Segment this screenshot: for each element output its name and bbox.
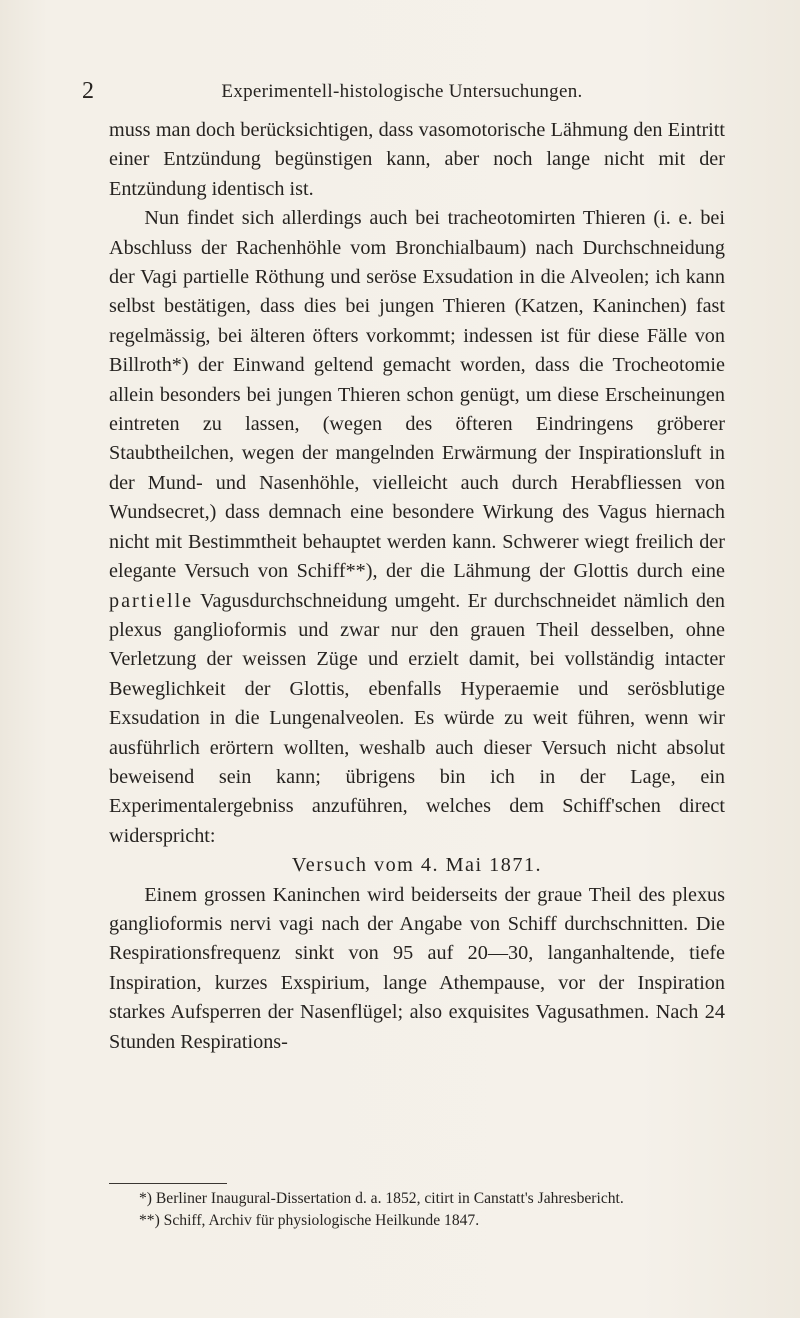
paragraph-text: Nun findet sich allerdings auch bei tracheotomirten Thieren (i. e. bei Abschluss der Rachenhöhle vom Bronchialbaum) nach Durchschneidung der Vagi partielle Röthung und seröse Exsudation in die Alveolen; ich kann selbst bestätigen, dass dies bei jungen Thieren (Katzen, Kaninchen) fast regelmässig, bei älteren öfters vorkommt; indessen ist für diese Fälle von Billroth*) der Einwand geltend gemacht worden, dass die Trocheotomie allein besonders bei jungen Thieren schon genügt, um diese Erscheinungen eintreten zu lassen, (wegen des öfteren Eindringens gröberer Staubtheilchen, wegen der mangelnden Erwärmung der Inspirationsluft in der Mund- und Nasenhöhle, vielleicht auch durch Herabfliessen von Wundsecret,) dass demnach eine besondere Wirkung des Vagus hiernach nicht mit Bestimmtheit behauptet werden kann. Schwerer wiegt freilich der elegante Versuch von Schiff**), der die Lähmung der Glottis durch eine xyxy=(109,207,725,583)
paragraph xyxy=(109,204,725,851)
footnote: *) Berliner Inaugural-Dissertation d. a. 1852, citirt in Canstatt's Jahresbericht. xyxy=(139,1190,624,1207)
page-number: 2 xyxy=(82,78,94,104)
paragraph: muss man doch berücksichtigen, dass vasomotorische Lähmung den Eintritt einer Entzündung begünstigen kann, aber noch lange nicht mit der Entzündung identisch ist. xyxy=(109,119,725,200)
paragraph-text: Vagusdurchschneidung umgeht. Er durchschneidet nämlich den plexus ganglioformis und zwar nur den grauen Theil desselben, ohne Verletzung der weissen Züge und erzielt damit, bei vollständig intacter Beweglichkeit der Glottis, ebenfalls Hyperaemie und serösblutige Exsudation in die Lungenalveolen. Es würde zu weit führen, wenn wir ausführlich erörtern wollten, weshalb auch dieser Versuch nicht absolut beweisend sein kann; übrigens bin ich in der Lage, ein Experimentalergebniss anzuführen, welches dem Schiff'schen direct widerspricht: xyxy=(109,589,725,847)
paragraph: Einem grossen Kaninchen wird beiderseits der graue Theil des plexus ganglioformis nervi vagi nach der Angabe von Schiff durchschnitten. Die Respirationsfrequenz sinkt von 95 auf 20—30, langanhaltende, tiefe Inspiration, kurzes Exspirium, lange Athempause, vor der Inspiration starkes Aufsperren der Nasenflügel; also exquisites Vagusathmen. Nach 24 Stunden Respirations- xyxy=(109,883,725,1053)
footnotes xyxy=(109,1188,727,1232)
body-text xyxy=(109,116,725,1057)
emphasized-word: partielle xyxy=(109,589,194,612)
running-head: Experimentell-histologische Untersuchungen. xyxy=(221,81,583,102)
page-header xyxy=(82,78,722,104)
footnote: **) Schiff, Archiv für physiologische Heilkunde 1847. xyxy=(139,1212,480,1229)
footnote-rule xyxy=(109,1183,227,1184)
experiment-heading: Versuch vom 4. Mai 1871. xyxy=(291,854,543,877)
